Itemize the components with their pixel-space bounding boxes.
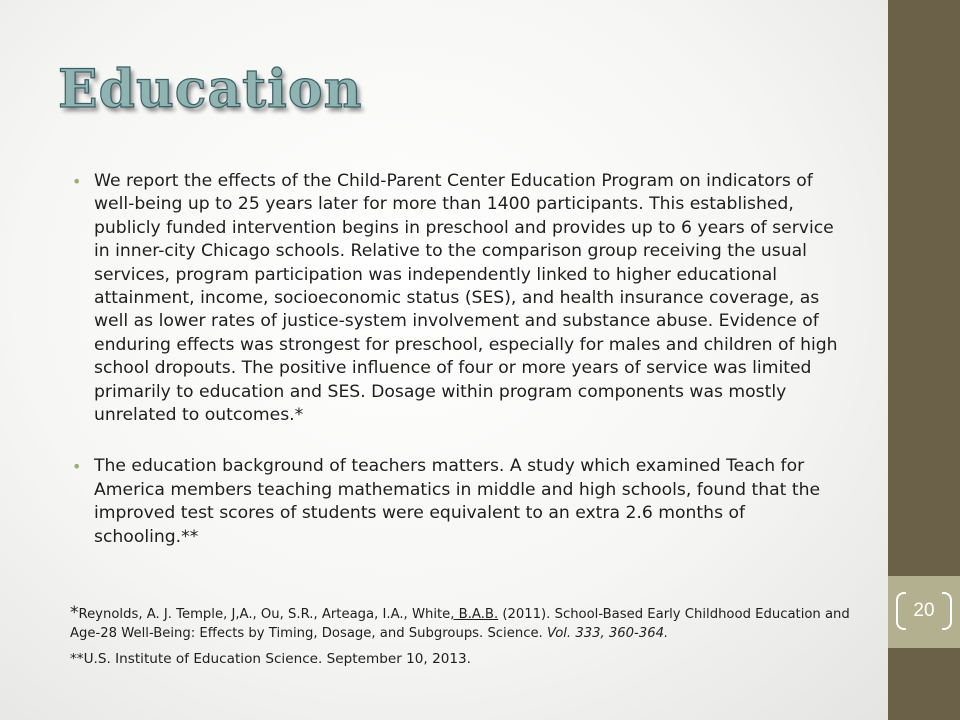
left-brace-decoration: [896, 592, 906, 630]
reference-reynolds: [70, 604, 860, 643]
reference-authors-underlined: , B.A.B.: [450, 607, 499, 622]
reference-marker: *: [70, 603, 79, 623]
reference-ies: **U.S. Institute of Education Science. September 10, 2013.: [70, 651, 471, 667]
bullet-text: We report the effects of the Child-Parent Center Education Program on indicators of well-being up to 25 years later for more than 1400 participants. This established, publicly funded intervention begins in preschool and provides up to 6 years of service in inner-city Chicago schools. Relative to the comparison group receiving the usual services, program participation was independently linked to higher educational attainment, income, socioeconomic status (SES), and health insurance coverage, as well as lower rates of justice-system involvement and substance abuse. Evidence of enduring effects was strongest for preschool, especially for males and children of high school dropouts. The positive influence of four or more years of service was limited primarily to education and SES. Dosage within program components was mostly unrelated to outcomes.*: [94, 171, 838, 426]
reference-volume: Vol. 333, 360-364.: [546, 626, 669, 641]
reference-authors: Reynolds, A. J. Temple, J,A., Ou, S.R., Arteaga, I.A., White: [78, 607, 451, 622]
slide-title: Education: [58, 59, 363, 120]
bullet-list: [72, 170, 854, 549]
bullet-item-teacher-background: [72, 455, 854, 549]
bullet-icon: •: [72, 172, 82, 191]
references: [70, 604, 860, 669]
bullet-text: The education background of teachers matters. A study which examined Teach for America members teaching mathematics in middle and high schools, found that the improved test scores of students were equivalent to an extra 2.6 months of schooling.**: [94, 456, 821, 547]
right-brace-decoration: [942, 592, 952, 630]
page-number: 20: [913, 600, 935, 621]
bullet-icon: •: [72, 457, 82, 477]
bullet-item-program-effects: [72, 170, 854, 427]
reference-title: (2011). School-Based Early Childhood Education and Age-28 Well-Being: Effects by Timing, Dosage, and Subgroups. Science.: [70, 607, 850, 641]
